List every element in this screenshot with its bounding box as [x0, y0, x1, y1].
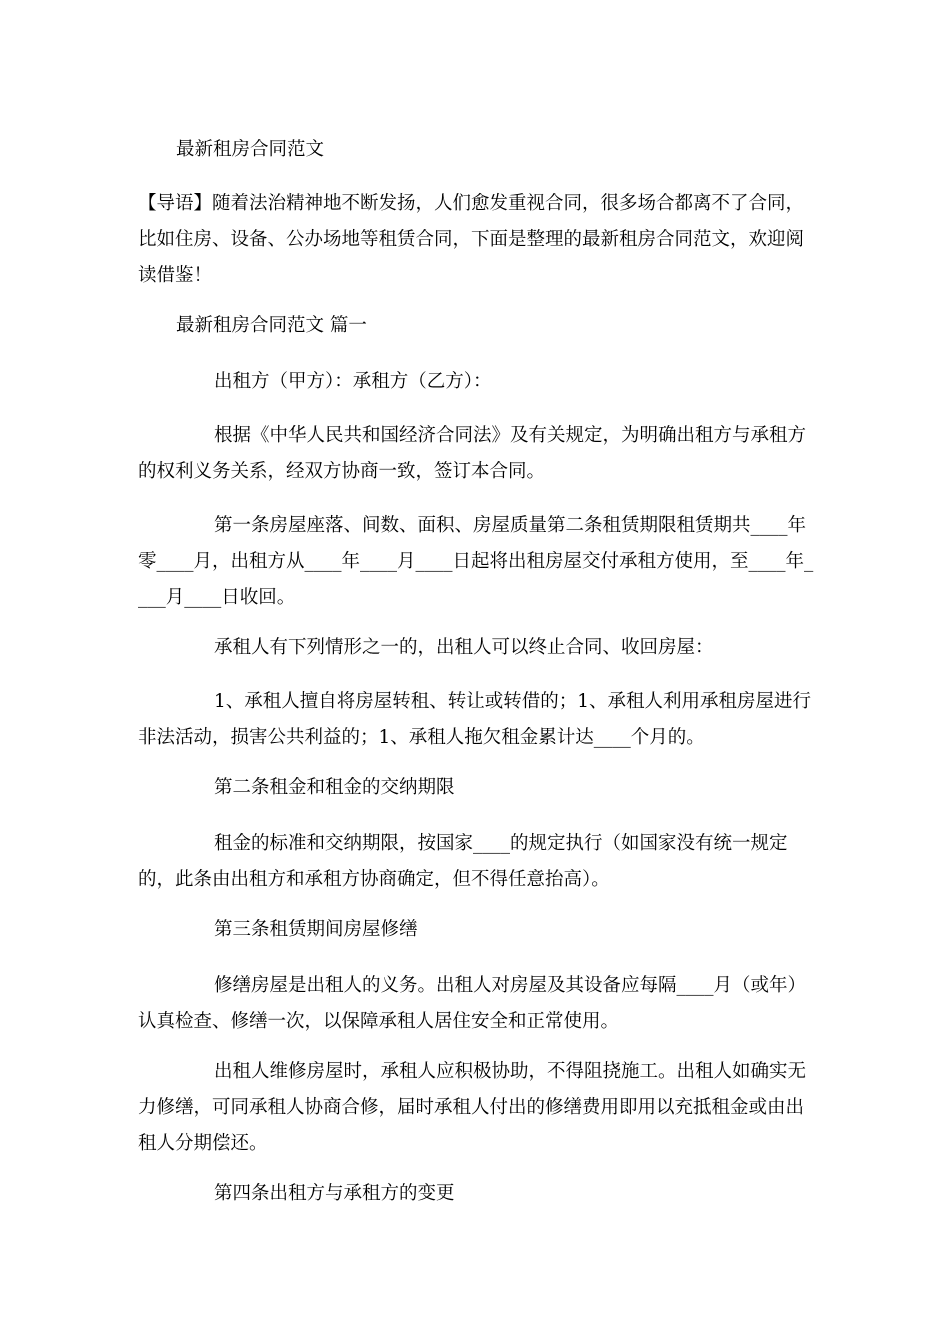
paragraph-parties: 出租方（甲方）：承租方（乙方）：	[214, 371, 492, 392]
heading-article-3: 第三条租赁期间房屋修缮	[214, 919, 418, 940]
paragraph-article-1: 第一条房屋座落、间数、面积、房屋质量第二条租赁期限租赁期共____年零____月，出租方从____年____月____日起将出租房屋交付承租方使用，至____年____月____日收回。	[138, 515, 814, 608]
paragraph-termination: 承租人有下列情形之一的，出租人可以终止合同、收回房屋：	[214, 637, 714, 658]
paragraph-termination-cases: 1、承租人擅自将房屋转租、转让或转借的；1、承租人利用承租房屋进行非法活动，损害公共利益的；1、承租人拖欠租金累计达____个月的。	[138, 691, 812, 748]
heading-article-2: 第二条租金和租金的交纳期限	[214, 777, 455, 798]
heading-article-4: 第四条出租方与承租方的变更	[214, 1183, 455, 1204]
paragraph-basis: 根据《中华人民共和国经济合同法》及有关规定，为明确出租方与承租方的权利义务关系，经双方协商一致，签订本合同。	[138, 425, 807, 482]
section-title: 最新租房合同范文 篇一	[176, 315, 367, 336]
paragraph-rent: 租金的标准和交纳期限，按国家____的规定执行（如国家没有统一规定的，此条由出租方和承租方协商确定，但不得任意抬高）。	[138, 833, 788, 890]
document-title: 最新租房合同范文	[176, 139, 325, 160]
paragraph-repair-duty: 修缮房屋是出租人的义务。出租人对房屋及其设备应每隔____月（或年）认真检查、修缮一次，以保障承租人居住安全和正常使用。	[138, 975, 807, 1032]
intro-paragraph: 【导语】随着法治精神地不断发扬，人们愈发重视合同，很多场合都离不了合同，比如住房、设备、公办场地等租赁合同，下面是整理的最新租房合同范文，欢迎阅读借鉴！	[138, 193, 805, 286]
paragraph-repair-cooperation: 出租人维修房屋时，承租人应积极协助，不得阻挠施工。出租人如确实无力修缮，可同承租人协商合修，届时承租人付出的修缮费用即用以充抵租金或由出租人分期偿还。	[138, 1061, 807, 1154]
